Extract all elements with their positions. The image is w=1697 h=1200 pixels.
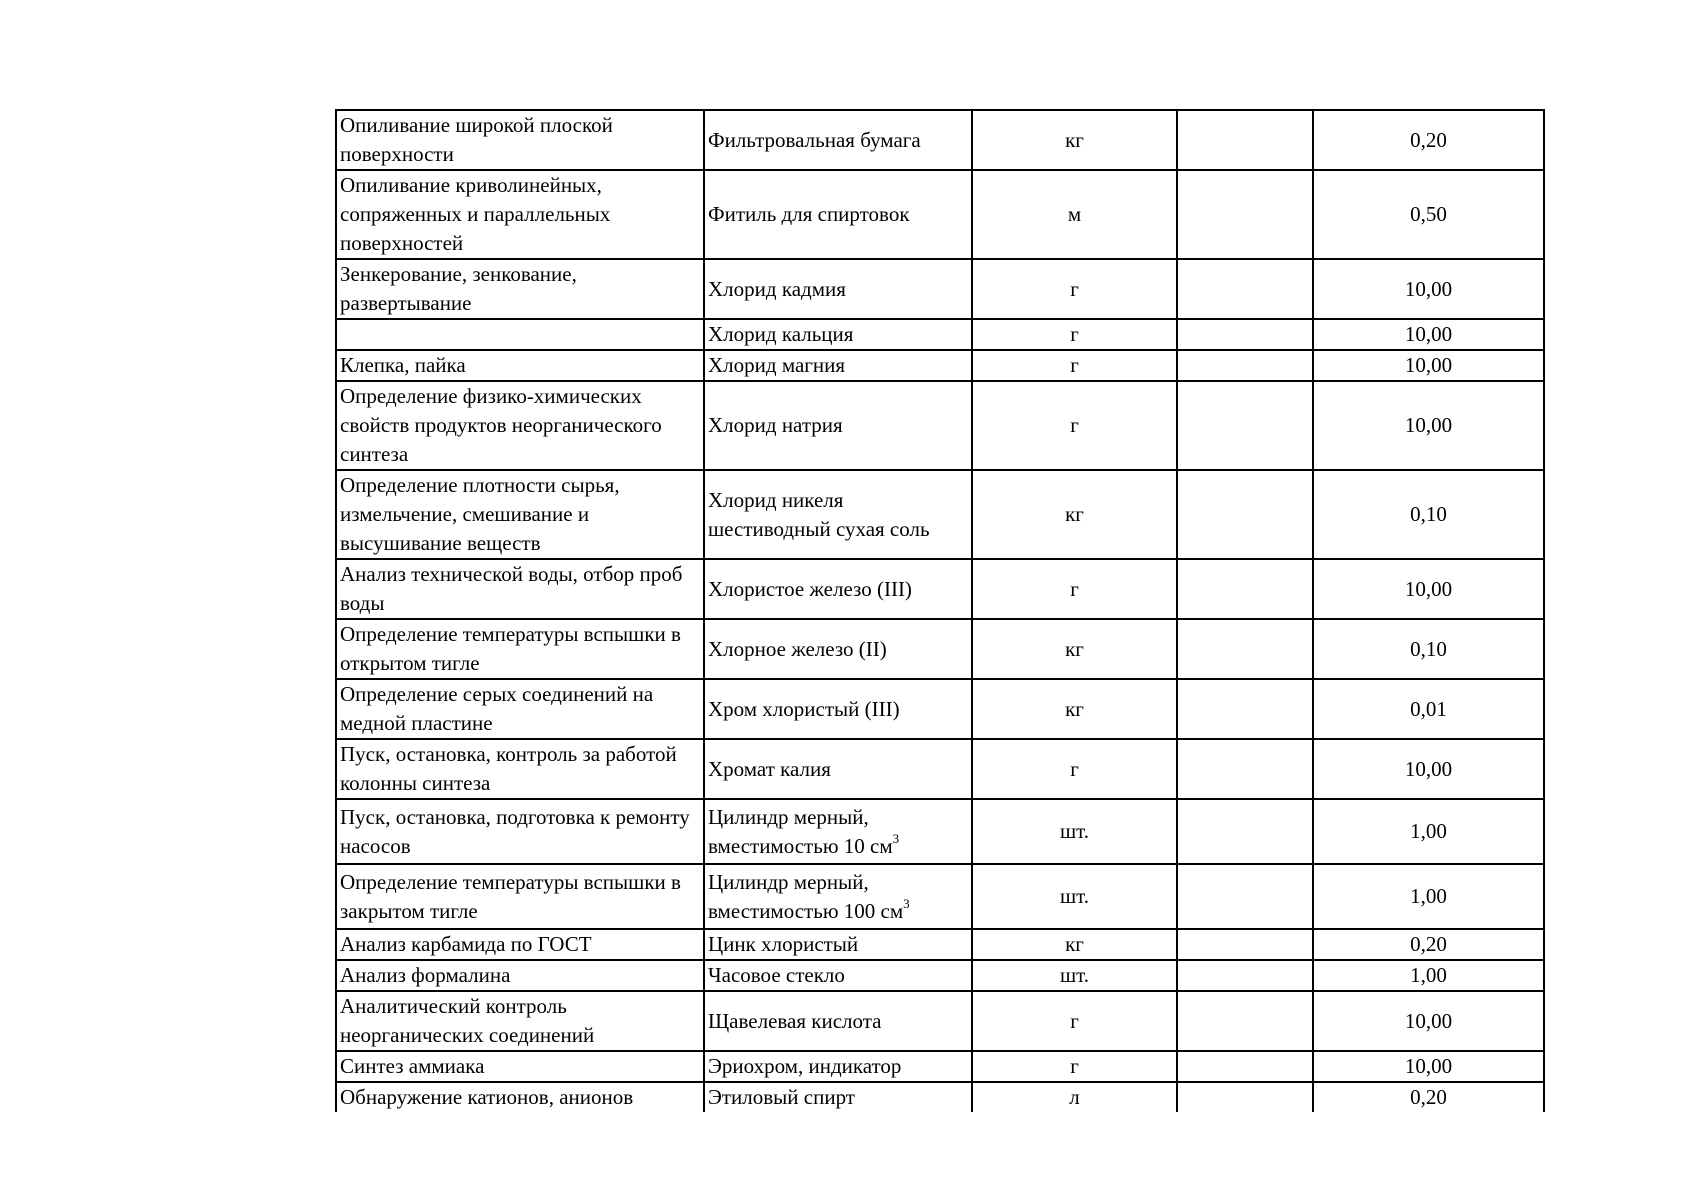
table-row xyxy=(336,960,1544,991)
quantity-cell: 1,00 xyxy=(1313,960,1544,991)
table-row xyxy=(336,110,1544,170)
work-cell: Обнаружение катионов, анионов xyxy=(336,1082,704,1112)
blank-cell xyxy=(1177,470,1313,559)
work-cell: Клепка, пайка xyxy=(336,350,704,381)
work-cell: Пуск, остановка, подготовка к ремонту насосов xyxy=(336,799,704,864)
material-cell: Хлорид кальция xyxy=(704,319,972,350)
unit-cell: м xyxy=(972,170,1177,259)
unit-cell: шт. xyxy=(972,799,1177,864)
blank-cell xyxy=(1177,1051,1313,1082)
material-cell: Фитиль для спиртовок xyxy=(704,170,972,259)
quantity-cell: 0,10 xyxy=(1313,470,1544,559)
unit-cell: г xyxy=(972,319,1177,350)
work-cell: Анализ технической воды, отбор проб воды xyxy=(336,559,704,619)
material-cell: Хромат калия xyxy=(704,739,972,799)
materials-table-body xyxy=(336,110,1544,1112)
work-cell: Определение температуры вспышки в закрытом тигле xyxy=(336,864,704,929)
work-cell: Синтез аммиака xyxy=(336,1051,704,1082)
quantity-cell: 0,20 xyxy=(1313,110,1544,170)
blank-cell xyxy=(1177,864,1313,929)
unit-cell: кг xyxy=(972,470,1177,559)
material-cell xyxy=(704,799,972,864)
material-cell: Хром хлористый (III) xyxy=(704,679,972,739)
quantity-cell: 10,00 xyxy=(1313,350,1544,381)
quantity-cell: 0,20 xyxy=(1313,1082,1544,1112)
table-row xyxy=(336,799,1544,864)
blank-cell xyxy=(1177,381,1313,470)
work-cell: Опиливание криволинейных, сопряженных и параллельных поверхностей xyxy=(336,170,704,259)
materials-table xyxy=(335,109,1545,1112)
unit-cell: г xyxy=(972,259,1177,319)
blank-cell xyxy=(1177,259,1313,319)
table-row xyxy=(336,259,1544,319)
quantity-cell: 10,00 xyxy=(1313,1051,1544,1082)
quantity-cell: 10,00 xyxy=(1313,559,1544,619)
unit-cell: г xyxy=(972,559,1177,619)
material-cell xyxy=(704,864,972,929)
unit-cell: кг xyxy=(972,929,1177,960)
superscript: 3 xyxy=(892,830,900,846)
quantity-cell: 10,00 xyxy=(1313,259,1544,319)
material-cell: Щавелевая кислота xyxy=(704,991,972,1051)
blank-cell xyxy=(1177,1082,1313,1112)
table-row xyxy=(336,319,1544,350)
material-cell: Фильтровальная бумага xyxy=(704,110,972,170)
unit-cell: кг xyxy=(972,619,1177,679)
blank-cell xyxy=(1177,619,1313,679)
quantity-cell: 10,00 xyxy=(1313,739,1544,799)
work-cell: Определение температуры вспышки в открытом тигле xyxy=(336,619,704,679)
work-cell: Определение плотности сырья, измельчение, смешивание и высушивание веществ xyxy=(336,470,704,559)
material-cell: Хлорид никеля шестиводный сухая соль xyxy=(704,470,972,559)
table-row xyxy=(336,350,1544,381)
table-row xyxy=(336,619,1544,679)
table-row xyxy=(336,679,1544,739)
quantity-cell: 0,10 xyxy=(1313,619,1544,679)
quantity-cell: 10,00 xyxy=(1313,381,1544,470)
unit-cell: г xyxy=(972,991,1177,1051)
material-cell: Этиловый спирт xyxy=(704,1082,972,1112)
quantity-cell: 1,00 xyxy=(1313,799,1544,864)
quantity-cell: 10,00 xyxy=(1313,991,1544,1051)
superscript: 3 xyxy=(903,895,910,911)
unit-cell: г xyxy=(972,739,1177,799)
unit-cell: г xyxy=(972,381,1177,470)
work-cell: Опиливание широкой плоской поверхности xyxy=(336,110,704,170)
unit-cell: л xyxy=(972,1082,1177,1112)
material-cell: Хлорид кадмия xyxy=(704,259,972,319)
unit-cell: кг xyxy=(972,110,1177,170)
quantity-cell: 0,20 xyxy=(1313,929,1544,960)
unit-cell: г xyxy=(972,1051,1177,1082)
blank-cell xyxy=(1177,319,1313,350)
blank-cell xyxy=(1177,110,1313,170)
material-text: Цилиндр мерный, вместимостью 10 см xyxy=(708,804,893,858)
quantity-cell: 10,00 xyxy=(1313,319,1544,350)
material-cell: Хлорное железо (II) xyxy=(704,619,972,679)
blank-cell xyxy=(1177,799,1313,864)
table-row xyxy=(336,559,1544,619)
blank-cell xyxy=(1177,960,1313,991)
table-row xyxy=(336,1082,1544,1112)
table-row xyxy=(336,929,1544,960)
unit-cell: шт. xyxy=(972,960,1177,991)
unit-cell: шт. xyxy=(972,864,1177,929)
quantity-cell: 1,00 xyxy=(1313,864,1544,929)
blank-cell xyxy=(1177,929,1313,960)
material-cell: Часовое стекло xyxy=(704,960,972,991)
work-cell xyxy=(336,319,704,350)
blank-cell xyxy=(1177,350,1313,381)
work-cell: Анализ формалина xyxy=(336,960,704,991)
table-row xyxy=(336,864,1544,929)
blank-cell xyxy=(1177,739,1313,799)
work-cell: Анализ карбамида по ГОСТ xyxy=(336,929,704,960)
unit-cell: г xyxy=(972,350,1177,381)
blank-cell xyxy=(1177,170,1313,259)
work-cell: Определение физико-химических свойств продуктов неорганического синтеза xyxy=(336,381,704,470)
table-row xyxy=(336,991,1544,1051)
material-cell: Цинк хлористый xyxy=(704,929,972,960)
table-row xyxy=(336,170,1544,259)
table-row xyxy=(336,739,1544,799)
material-cell: Хлористое железо (III) xyxy=(704,559,972,619)
material-cell: Хлорид магния xyxy=(704,350,972,381)
table-row xyxy=(336,1051,1544,1082)
work-cell: Аналитический контроль неорганических соединений xyxy=(336,991,704,1051)
table-row xyxy=(336,381,1544,470)
blank-cell xyxy=(1177,559,1313,619)
quantity-cell: 0,50 xyxy=(1313,170,1544,259)
blank-cell xyxy=(1177,991,1313,1051)
material-cell: Эриохром, индикатор xyxy=(704,1051,972,1082)
work-cell: Пуск, остановка, контроль за работой колонны синтеза xyxy=(336,739,704,799)
unit-cell: кг xyxy=(972,679,1177,739)
blank-cell xyxy=(1177,679,1313,739)
table-row xyxy=(336,470,1544,559)
work-cell: Зенкерование, зенкование, развертывание xyxy=(336,259,704,319)
material-cell: Хлорид натрия xyxy=(704,381,972,470)
material-text: Цилиндр мерный, вместимостью 100 см xyxy=(708,869,904,923)
quantity-cell: 0,01 xyxy=(1313,679,1544,739)
work-cell: Определение серых соединений на медной пластине xyxy=(336,679,704,739)
